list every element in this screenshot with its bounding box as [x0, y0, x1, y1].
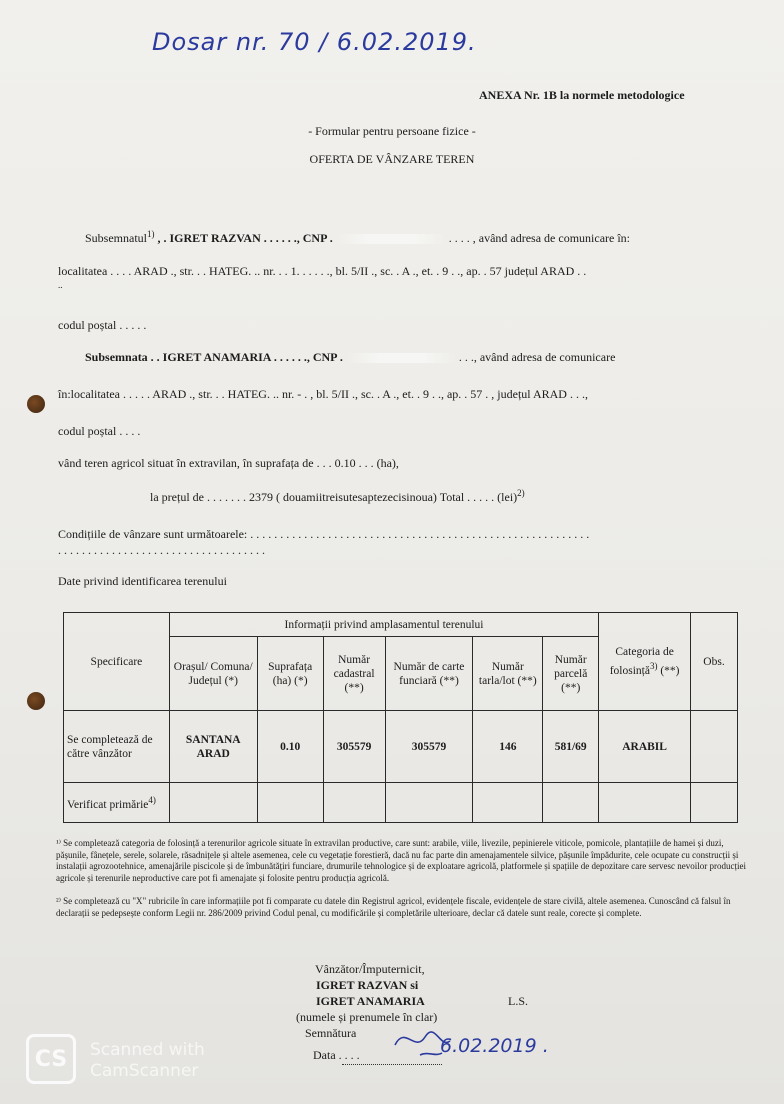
punch-hole-bottom: [27, 692, 45, 710]
row-seller-label: Se completează de către vânzător: [64, 711, 170, 783]
header-tarla: Număr tarla/lot (**): [473, 637, 543, 711]
handwritten-file-number: Dosar nr. 70 / 6.02.2019.: [152, 28, 477, 56]
header-suprafata: Suprafața (ha) (*): [257, 637, 323, 711]
person2-address: în:localitatea . . . . . ARAD ., str. . . HATEG. .. nr. - . , bl. 5/II ., sc. . A ., et. . 9 . ., ap. . 57 . , județul ARAD . . .,: [58, 387, 588, 401]
header-oras: Orașul/ Comuna/ Județul (*): [169, 637, 257, 711]
person1-prefix: Subsemnatul: [85, 231, 147, 245]
sale-price-text: la prețul de . . . . . . . 2379 ( douamiitreisutesaptezecisinoua) Total . . . . . (lei): [150, 490, 518, 504]
person1-address-cont: ..: [58, 280, 63, 290]
cell-carte: 305579: [385, 711, 473, 783]
header-specificare: Specificare: [64, 613, 170, 711]
person1-address: localitatea . . . . ARAD ., str. . . HATEG. .. nr. . . 1. . . . . ., bl. 5/II ., sc. . A ., et. . 9 . ., ap. . 57 județul ARAD . .: [58, 264, 587, 278]
watermark-line-2: CamScanner: [90, 1061, 199, 1081]
person1-suffix: . . . . , având adresa de comunicare în:: [448, 231, 631, 245]
handwritten-date: 6.02.2019 .: [440, 1035, 549, 1057]
row-verified-footnote-ref: 4): [148, 795, 156, 806]
signature-label: Semnătura: [305, 1026, 357, 1040]
signature-role: Vânzător/Împuternicit,: [315, 962, 425, 976]
land-identification-table: [63, 612, 738, 823]
sale-price-footnote-ref: 2): [517, 488, 525, 498]
header-categoria: [599, 613, 691, 711]
footnote-2: ²⁾ Se completează cu "X" rubricile în care informațiile pot fi comparate cu datele din Registrul agricol, evidențele fiscale, evidențele de stare civilă, altele asemenea. Cunoscând că falsul în declarații se pedepsește conform Legii nr. 286/2009 privind Codul penal, cu modificările și completările ulterioare, declar că datele sunt reale, corecte și complete.: [56, 896, 731, 918]
footnote-1: ¹⁾ Se completează categoria de folosință a terenurilor agricole situate în extravilan productive, care sunt: arabile, viile, livezile, pepinierele viticole, pomicole, plantațiile de hamei și duzi, pășunile, fânețele, serele, solarele, răsadnițele și altele asemenea, cele cu vegetație forestieră, dacă nu fac parte din amenajamentele silvice, pășunile împădurite, cele ocupate cu construcții și instalații agrozootehnice, amenajările piscicole și de îmbunătățiri funciare, drumurile tehnologice și de exploatare agricolă, platformele și spațiile de depozitare care servesc nevoilor producției agricole și terenurile neproductive care pot fi amenajate și folosite pentru producția agricolă.: [56, 838, 746, 883]
header-cadastral: Număr cadastral (**): [323, 637, 385, 711]
cell-oras: SANTANA ARAD: [169, 711, 257, 783]
cell-parcela: 581/69: [543, 711, 599, 783]
person1-footnote-ref: 1): [147, 229, 155, 239]
punch-hole-top: [27, 395, 45, 413]
person1-name: , . IGRET RAZVAN . . . . . ., CNP .: [157, 231, 333, 245]
redacted-cnp-1: [336, 234, 446, 244]
camscanner-logo: CS: [26, 1034, 76, 1084]
annex-title: ANEXA Nr. 1B la normele metodologice: [479, 88, 685, 102]
row-verified-text: Verificat primărie: [67, 798, 149, 811]
header-categoria-label: Categoria de folosință: [609, 646, 674, 677]
seal-ls: L.S.: [508, 994, 529, 1008]
sale-price: [150, 488, 525, 505]
cell-cadastral: 305579: [323, 711, 385, 783]
watermark-line-1: Scanned with: [90, 1040, 205, 1060]
person1-postal-code: codul poștal . . . . .: [58, 318, 147, 332]
cell-suprafata: 0.10: [257, 711, 323, 783]
header-parcela: Număr parcelă (**): [543, 637, 599, 711]
row-verified-label: [64, 783, 170, 823]
header-obs: Obs.: [691, 613, 738, 711]
cell-categoria: ARABIL: [599, 711, 691, 783]
table-caption: Date privind identificarea terenului: [58, 574, 227, 588]
person2-name: Subsemnata . . IGRET ANAMARIA . . . . . ., CNP .: [85, 350, 343, 364]
person2-postal-code: codul poștal . . . .: [58, 424, 141, 438]
person2-line1: [85, 350, 615, 365]
header-carte: Număr de carte funciară (**): [385, 637, 473, 711]
camscanner-watermark: [90, 1040, 205, 1082]
table-row: [64, 711, 738, 783]
header-categoria-footnote-ref: 3): [649, 661, 658, 672]
sale-surface: vând teren agricol situat în extravilan, în suprafața de . . . 0.10 . . . (ha),: [58, 456, 399, 470]
form-subtitle: - Formular pentru persoane fizice -: [308, 124, 476, 138]
cell-tarla: 146: [473, 711, 543, 783]
cell-obs: [691, 711, 738, 783]
date-label: Data . . . .: [313, 1048, 360, 1062]
names-note: (numele și prenumele în clar): [296, 1010, 438, 1024]
person2-suffix: . . ., având adresa de comunicare: [458, 350, 616, 364]
form-title: OFERTA DE VÂNZARE TEREN: [309, 152, 475, 166]
sale-conditions-cont: . . . . . . . . . . . . . . . . . . . . . . . . . . . . . . . . . . .: [58, 543, 265, 557]
person1-line1: [85, 229, 630, 246]
sale-conditions: Condițiile de vânzare sunt următoarele: . . . . . . . . . . . . . . . . . . . . . . . . . . . . . . . . . . . . . . . . . . . . . . . . . . . . . . . . .: [58, 527, 590, 541]
redacted-cnp-2: [346, 353, 456, 363]
table-row: [64, 783, 738, 823]
header-group-location: Informații privind amplasamentul terenului: [169, 613, 598, 637]
signature-name-1: IGRET RAZVAN si: [316, 978, 419, 992]
header-categoria-tail: (**): [660, 664, 680, 677]
signature-name-2: IGRET ANAMARIA: [316, 994, 425, 1008]
